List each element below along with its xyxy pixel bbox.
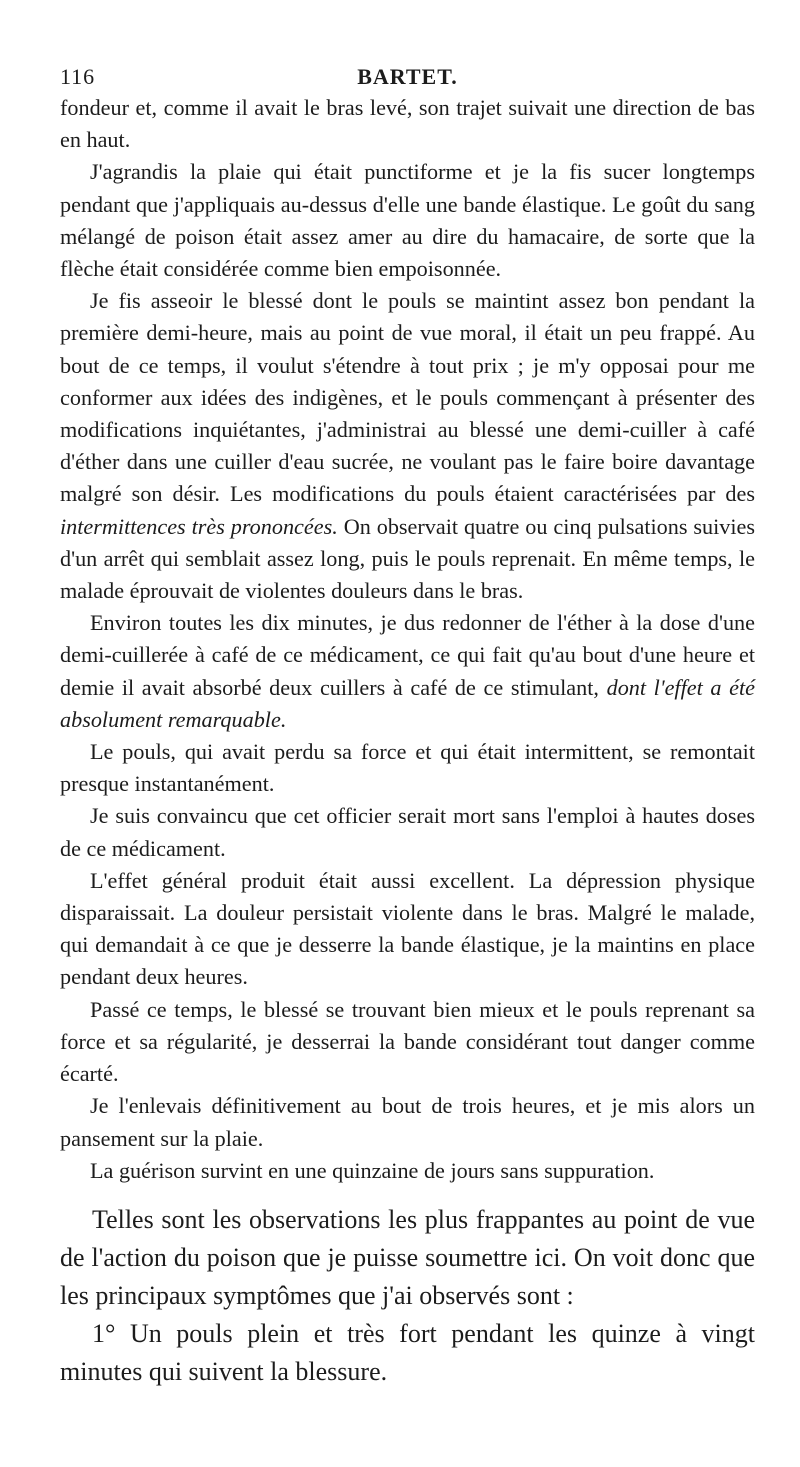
body-text xyxy=(60,92,755,1187)
italic-emphasis: dont l'effet a été absolument remarquable. xyxy=(60,674,755,732)
paragraph-text: On observait quatre ou cinq pulsations suivies d'un arrêt qui semblait assez long, puis le pouls reprenait. En même temps, le malade éprouvait de violentes douleurs dans le bras. xyxy=(60,513,756,604)
paragraph-text: Je fis asseoir le blessé dont le pouls se maintint assez bon pendant la première demi-heure, mais au point de vue moral, il était un peu frappé. Au bout de ce temps, il voulut s'étendre à tout prix ; je m'y opposai pour me conformer aux idées des indigènes, et le pouls commençant à présenter des modifications inquiétantes, j'administrai au blessé une demi-cuiller à café d'éther dans une cuiller d'eau sucrée, ne voulant pas le faire boire davantage malgré son désir. Les modifications du pouls étaient caractérisées par des xyxy=(60,288,755,507)
paragraph: Je suis convaincu que cet officier serait mort sans l'emploi à hautes doses de ce médicament. xyxy=(60,803,755,861)
closing-section xyxy=(60,1201,755,1391)
paragraph: Je l'enlevais définitivement au bout de trois heures, et je mis alors un pansement sur la plaie. xyxy=(60,1093,755,1151)
page-number: 116 xyxy=(60,64,96,89)
italic-emphasis: intermittences très prononcées. xyxy=(60,513,338,539)
paragraph xyxy=(60,285,755,607)
paragraph: L'effet général produit était aussi excellent. La dépression physique disparaissait. La douleur persistait violente dans le bras. Malgré le malade, qui demandait à ce que je desserre la bande élastique, je la maintins en place pendant deux heures. xyxy=(60,867,755,990)
running-title: BARTET. xyxy=(357,64,458,89)
paragraph xyxy=(60,607,755,736)
paragraph: Le pouls, qui avait perdu sa force et qui était intermittent, se remontait presque instantanément. xyxy=(60,739,755,797)
paragraph: Passé ce temps, le blessé se trouvant bien mieux et le pouls reprenant sa force et sa régularité, je desserrai la bande considérant tout danger comme écarté. xyxy=(60,996,755,1087)
closing-paragraph: Telles sont les observations les plus frappantes au point de vue de l'action du poison que je puisse soumettre ici. On voit donc que les principaux symptômes que j'ai observés sont : xyxy=(60,1204,755,1310)
paragraph: La guérison survint en une quinzaine de jours sans suppuration. xyxy=(90,1157,655,1183)
paragraph-text: Environ toutes les dix minutes, je dus redonner de l'éther à la dose d'une demi-cuillerée à café de ce médicament, ce qui fait qu'au bout d'une heure et demie il avait absorbé deux cuillers à café de ce stimulant, xyxy=(60,610,755,700)
paragraph: fondeur et, comme il avait le bras levé, son trajet suivait une direction de bas en haut. xyxy=(60,95,755,153)
list-item-symptom-1: 1° Un pouls plein et très fort pendant les quinze à vingt minutes qui suivent la blessure. xyxy=(60,1318,755,1386)
paragraph: J'agrandis la plaie qui était punctiforme et je la fis sucer longtemps pendant que j'appliquais au-dessus d'elle une bande élastique. Le goût du sang mélangé de poison était assez amer au dire du hamacaire, de sorte que la flèche était considérée comme bien empoisonnée. xyxy=(60,159,755,282)
page-header xyxy=(60,58,755,92)
